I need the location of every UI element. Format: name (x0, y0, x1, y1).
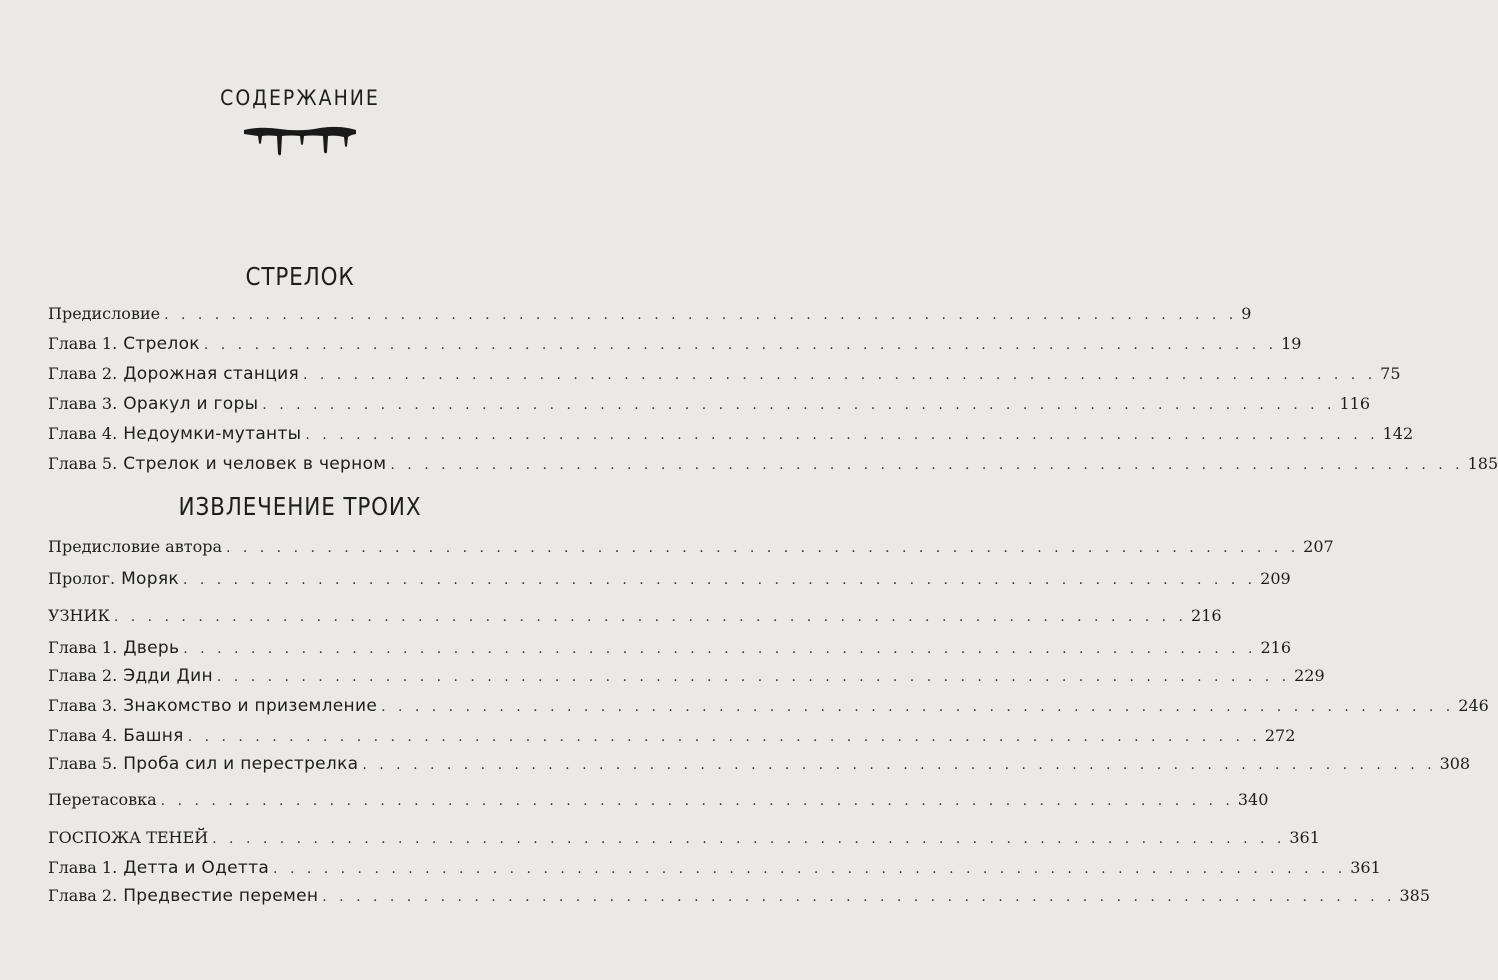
entry-title: Детта и Одетта (123, 858, 270, 878)
leader-dots: . . . . . . . . . . . . . . . . . . . . . . . . . . . . . . . . . . . . . . . . . . . . . . . . . . . . . . . . . . . . . . . . (305, 427, 1379, 443)
leader-dots: . . . . . . . . . . . . . . . . . . . . . . . . . . . . . . . . . . . . . . . . . . . . . . . . . . . . . . . . . . . . . . . . (262, 397, 1336, 413)
leader-dots: . . . . . . . . . . . . . . . . . . . . . . . . . . . . . . . . . . . . . . . . . . . . . . . . . . . . . . . . . . . . . . . . (160, 793, 1234, 809)
toc-entry[interactable] (48, 606, 1222, 632)
entry-page: 19 (1281, 334, 1302, 353)
entry-page: 246 (1458, 696, 1489, 715)
entry-title: Стрелок (123, 334, 200, 354)
entry-title: Проба сил и перестрелка (123, 754, 359, 774)
entry-label: Глава 1. (48, 858, 118, 877)
entry-title: Дорожная станция (123, 364, 299, 384)
entry-label: Глава 2. (48, 666, 118, 685)
entry-page: 75 (1380, 364, 1401, 383)
entry-page: 216 (1260, 638, 1292, 657)
leader-dots: . . . . . . . . . . . . . . . . . . . . . . . . . . . . . . . . . . . . . . . . . . . . . . . . . . . . . . . . . . . . . . . . (182, 572, 1257, 588)
entry-label: Глава 2. (48, 886, 118, 905)
entry-title: Башня (123, 726, 184, 746)
drip-ornament-icon (240, 124, 360, 158)
entry-page: 272 (1264, 726, 1296, 745)
entry-title: Недоумки-мутанты (123, 424, 302, 444)
toc-entry[interactable] (48, 754, 1471, 780)
leader-dots: . . . . . . . . . . . . . . . . . . . . . . . . . . . . . . . . . . . . . . . . . . . . . . . . . . . . . . . . . . . . . . . . (183, 641, 1257, 657)
toc-entry[interactable] (48, 726, 1296, 752)
toc-entry[interactable] (48, 304, 1252, 330)
toc-entry[interactable] (48, 569, 1291, 595)
toc-entry[interactable] (48, 424, 1414, 450)
entry-label: Глава 1. (48, 334, 118, 353)
entry-page: 361 (1350, 858, 1381, 877)
entry-title: Моряк (121, 569, 179, 589)
entry-label: Глава 5. (48, 754, 118, 773)
toc-entry[interactable] (48, 696, 1489, 722)
toc-entry[interactable] (48, 858, 1381, 884)
leader-dots: . . . . . . . . . . . . . . . . . . . . . . . . . . . . . . . . . . . . . . . . . . . . . . . . . . . . . . . . . . . . . . . . (203, 337, 1278, 353)
entry-page: 209 (1260, 569, 1291, 588)
toc-entry[interactable] (48, 454, 1498, 480)
entry-page: 308 (1439, 754, 1471, 773)
entry-label: Глава 3. (48, 696, 118, 715)
leader-dots: . . . . . . . . . . . . . . . . . . . . . . . . . . . . . . . . . . . . . . . . . . . . . . . . . . . . . . . . . . . . . . . . (225, 540, 1300, 556)
entry-label: Перетасовка (48, 790, 157, 809)
entry-label: Предисловие (48, 304, 161, 323)
leader-dots: . . . . . . . . . . . . . . . . . . . . . . . . . . . . . . . . . . . . . . . . . . . . . . . . . . . . . . . . . . . . . . . . (390, 457, 1464, 473)
toc-entry[interactable] (48, 394, 1371, 420)
entry-title: Эдди Дин (123, 666, 213, 686)
entry-label: Глава 1. (48, 638, 118, 657)
toc-entry[interactable] (48, 828, 1320, 854)
entry-title: Знакомство и приземление (123, 696, 378, 716)
leader-dots: . . . . . . . . . . . . . . . . . . . . . . . . . . . . . . . . . . . . . . . . . . . . . . . . . . . . . . . . . . . . . . . . (113, 609, 1188, 625)
entry-page: 340 (1237, 790, 1269, 809)
entry-label: Глава 4. (48, 424, 118, 443)
entry-page: 9 (1241, 304, 1252, 323)
entry-page: 229 (1294, 666, 1325, 685)
toc-entry[interactable] (48, 666, 1325, 692)
leader-dots: . . . . . . . . . . . . . . . . . . . . . . . . . . . . . . . . . . . . . . . . . . . . . . . . . . . . . . . . . . . . . . . . (187, 729, 1261, 745)
entry-title: Дверь (123, 638, 180, 658)
leader-dots: . . . . . . . . . . . . . . . . . . . . . . . . . . . . . . . . . . . . . . . . . . . . . . . . . . . . . . . . . . . . . . . . (164, 307, 1238, 323)
entry-label: Предисловие автора (48, 537, 222, 556)
toc-entry[interactable] (48, 364, 1401, 390)
leader-dots: . . . . . . . . . . . . . . . . . . . . . . . . . . . . . . . . . . . . . . . . . . . . . . . . . . . . . . . . . . . . . . . . (273, 861, 1347, 877)
leader-dots: . . . . . . . . . . . . . . . . . . . . . . . . . . . . . . . . . . . . . . . . . . . . . . . . . . . . . . . . . . . . . . . . (302, 367, 1377, 383)
part-title-drawing-of-three: ИЗВЛЕЧЕНИЕ ТРОИХ (178, 492, 422, 521)
toc-entry[interactable] (48, 790, 1269, 816)
toc-entry[interactable] (48, 537, 1334, 563)
entry-label: Глава 5. (48, 454, 118, 473)
entry-page: 385 (1399, 886, 1430, 905)
toc-entry[interactable] (48, 334, 1302, 360)
entry-page: 116 (1339, 394, 1371, 413)
entry-title: Предвестие перемен (123, 886, 319, 906)
toc-entry[interactable] (48, 886, 1430, 912)
entry-label: ГОСПОЖА ТЕНЕЙ (48, 828, 209, 847)
leader-dots: . . . . . . . . . . . . . . . . . . . . . . . . . . . . . . . . . . . . . . . . . . . . . . . . . . . . . . . . . . . . . . . . (212, 831, 1286, 847)
leader-dots: . . . . . . . . . . . . . . . . . . . . . . . . . . . . . . . . . . . . . . . . . . . . . . . . . . . . . . . . . . . . . . . . (216, 669, 1291, 685)
contents-heading: СОДЕРЖАНИЕ (220, 86, 380, 110)
leader-dots: . . . . . . . . . . . . . . . . . . . . . . . . . . . . . . . . . . . . . . . . . . . . . . . . . . . . . . . . . . . . . . . . (322, 889, 1396, 905)
entry-title: Стрелок и человек в черном (123, 454, 387, 474)
entry-title: Оракул и горы (123, 394, 259, 414)
leader-dots: . . . . . . . . . . . . . . . . . . . . . . . . . . . . . . . . . . . . . . . . . . . . . . . . . . . . . . . . . . . . . . . . (381, 699, 1455, 715)
entry-label: Глава 3. (48, 394, 118, 413)
leader-dots: . . . . . . . . . . . . . . . . . . . . . . . . . . . . . . . . . . . . . . . . . . . . . . . . . . . . . . . . . . . . . . . . (362, 757, 1436, 773)
entry-page: 207 (1303, 537, 1334, 556)
part-title-gunslinger: СТРЕЛОК (245, 262, 355, 291)
toc-entry[interactable] (48, 638, 1292, 664)
entry-label: Глава 2. (48, 364, 118, 383)
entry-label: Глава 4. (48, 726, 118, 745)
entry-page: 185 (1467, 454, 1498, 473)
entry-label: Пролог. (48, 569, 116, 588)
entry-page: 142 (1382, 424, 1414, 443)
entry-label: УЗНИК (48, 606, 110, 625)
entry-page: 216 (1191, 606, 1222, 625)
entry-page: 361 (1289, 828, 1320, 847)
